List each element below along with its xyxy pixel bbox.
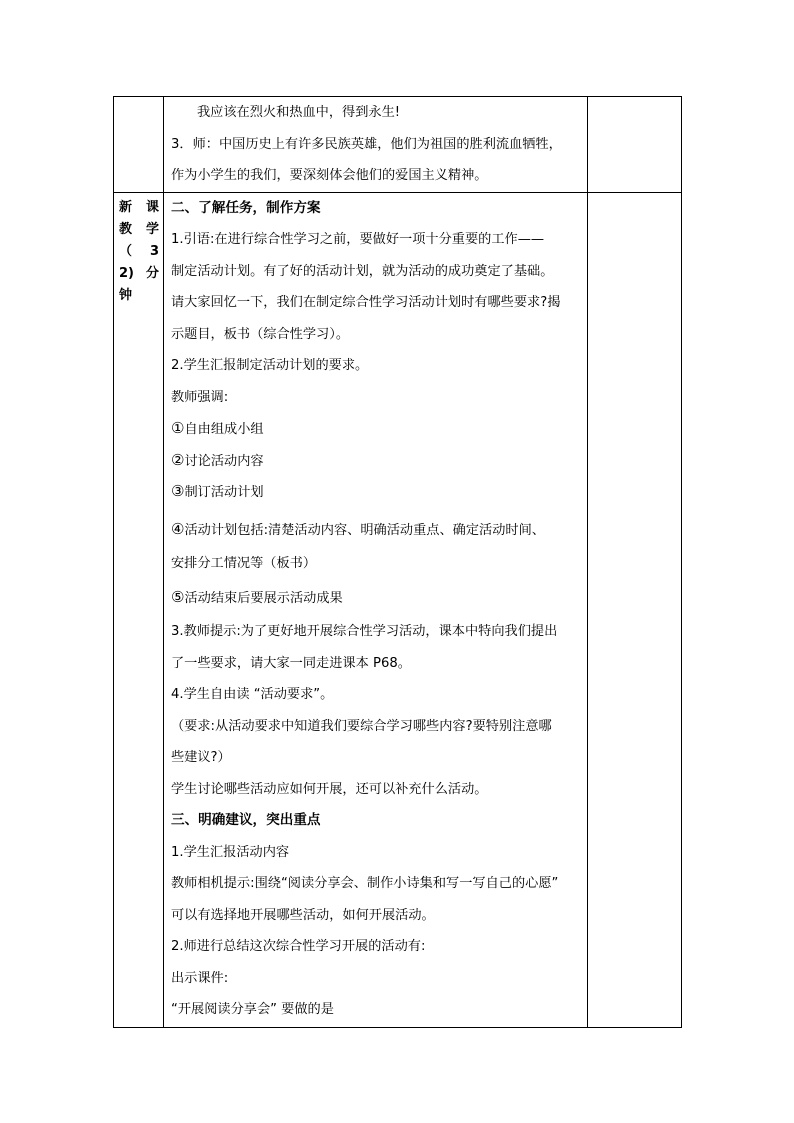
notes-cell-main bbox=[588, 192, 682, 1027]
text-line: 作为小学生的我们，要深刻体会他们的爱国主义精神。 bbox=[171, 168, 488, 183]
text-line: 我应该在烈火和热血中，得到永生! bbox=[197, 105, 401, 120]
label-char: 新 bbox=[119, 199, 133, 215]
text-line: 教师相机提示:围绕“阅读分享会、制作小诗集和写一写自己的心愿” bbox=[171, 876, 559, 891]
text-line: 些建议?） bbox=[171, 750, 231, 765]
section-title: 三、明确建议，突出重点 bbox=[171, 812, 321, 828]
label-cell-empty bbox=[114, 97, 164, 193]
section-title: 二、了解任务，制作方案 bbox=[171, 199, 321, 216]
list-item-text: 制订活动计划 bbox=[184, 485, 264, 500]
label-char: 分 bbox=[145, 265, 159, 281]
text-line: 可以有选择地开展哪些活动，如何开展活动。 bbox=[171, 907, 435, 923]
text-line: 2.师进行总结这次综合性学习开展的活动有: bbox=[171, 939, 426, 954]
list-item bbox=[171, 476, 581, 508]
label-char: 2) bbox=[119, 265, 134, 281]
label-char: 教 bbox=[119, 221, 133, 237]
list-item-text: 活动计划包括:清楚活动内容、明确活动重点、确定活动时间、 bbox=[184, 522, 545, 538]
circled-number: ③ bbox=[171, 482, 185, 500]
text-line: 出示课件: bbox=[171, 970, 229, 986]
text-line: 学生讨论哪些活动应如何开展，还可以补充什么活动。 bbox=[171, 781, 488, 797]
list-item-text: 讨论活动内容 bbox=[184, 453, 264, 469]
section-label-line bbox=[119, 197, 159, 219]
table-row-top bbox=[114, 97, 682, 193]
label-char: 学 bbox=[145, 221, 159, 237]
circled-number: ① bbox=[171, 419, 185, 437]
text-line: （要求:从活动要求中知道我们要综合学习哪些内容?要特别注意哪 bbox=[171, 718, 552, 734]
section-label-line bbox=[119, 241, 159, 263]
list-item-text: 活动结束后要展示活动成果 bbox=[184, 591, 343, 606]
circled-number: ⑤ bbox=[171, 588, 185, 606]
list-item bbox=[171, 579, 581, 616]
circled-number: ④ bbox=[171, 519, 185, 538]
label-char: （ bbox=[119, 243, 133, 259]
text-line: 3．师：中国历史上有许多民族英雄，他们为祖国的胜利流血牺牲， bbox=[171, 136, 562, 152]
text-line: 了一些要求，请大家一同走进课本 P68。 bbox=[171, 655, 411, 671]
text-line: 4.学生自由读 “活动要求”。 bbox=[171, 687, 334, 702]
list-item-continued: 安排分工情况等（板书） bbox=[171, 555, 317, 571]
text-line: “开展阅读分享会” 要做的是 bbox=[171, 1002, 334, 1017]
text-line: 请大家回忆一下，我们在制定综合性学习活动计划时有哪些要求?揭 bbox=[171, 295, 561, 310]
notes-cell-top bbox=[588, 97, 682, 193]
label-char: 课 bbox=[145, 199, 159, 215]
text-line: 教师强调: bbox=[171, 389, 229, 405]
text-line: 制定活动计划。有了好的活动计划，就为活动的成功奠定了基础。 bbox=[171, 263, 554, 279]
text-line: 3.教师提示:为了更好地开展综合性学习活动，课本中特向我们提出 bbox=[171, 624, 558, 639]
text-line: 示题目，板书（综合性学习）。 bbox=[171, 326, 350, 342]
table-row-main bbox=[114, 192, 682, 1027]
section-label-line bbox=[119, 219, 159, 241]
content-cell-main bbox=[164, 192, 588, 1027]
list-item bbox=[171, 413, 581, 445]
lesson-plan-table bbox=[113, 96, 682, 1028]
list-item-text: 自由组成小组 bbox=[184, 422, 264, 437]
circled-number: ② bbox=[171, 450, 185, 469]
section-label-cell bbox=[114, 192, 164, 1027]
text-line: 1.学生汇报活动内容 bbox=[171, 844, 290, 860]
text-line: 2.学生汇报制定活动计划的要求。 bbox=[171, 358, 369, 373]
section-label-line bbox=[119, 263, 159, 285]
list-item bbox=[171, 445, 581, 477]
label-char: 3 bbox=[149, 243, 159, 259]
text-line: 1.引语:在进行综合性学习之前，要做好一项十分重要的工作—— bbox=[171, 232, 545, 247]
label-char: 钟 bbox=[119, 287, 133, 303]
content-cell-top bbox=[164, 97, 588, 193]
section-label-line bbox=[119, 285, 159, 307]
list-item bbox=[171, 511, 581, 548]
